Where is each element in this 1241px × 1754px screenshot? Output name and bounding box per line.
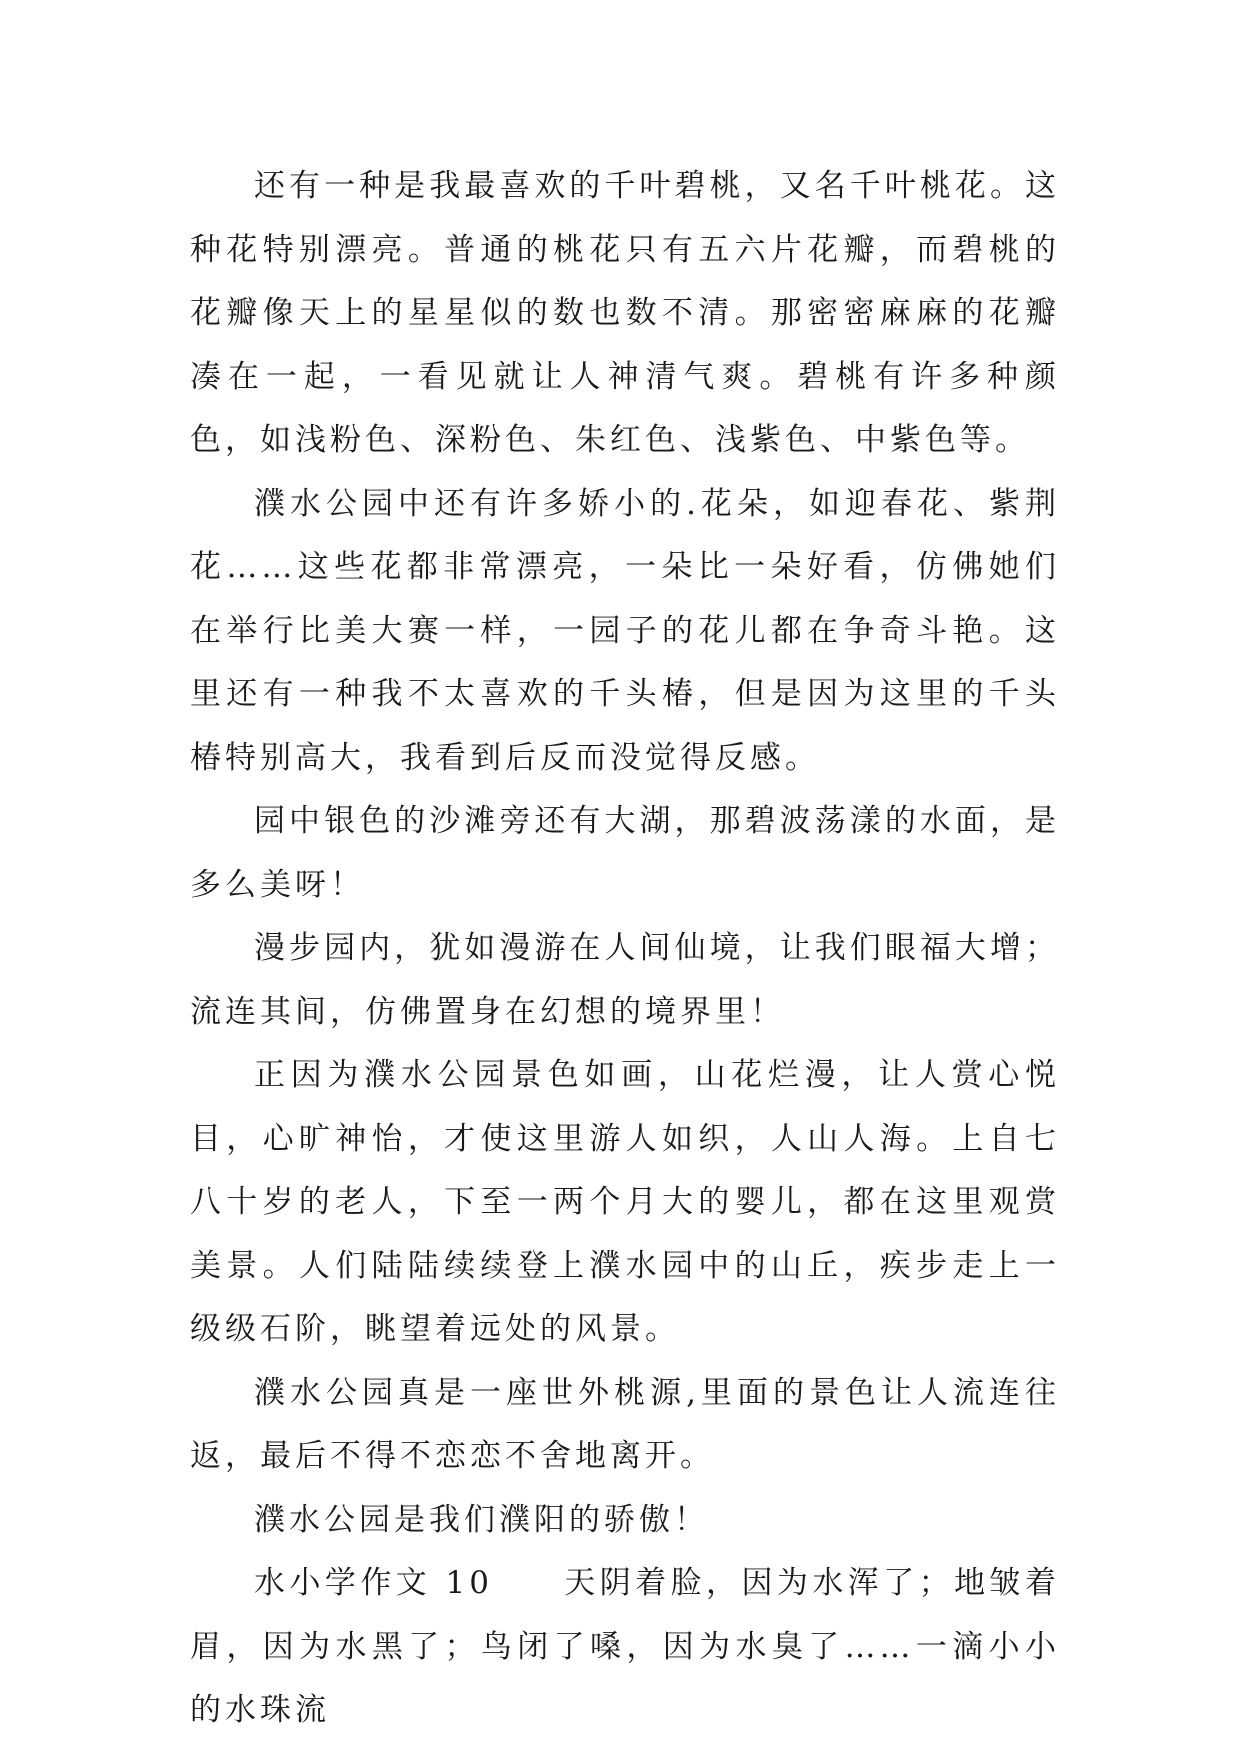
paragraph-paradise: 濮水公园真是一座世外桃源,里面的景色让人流连往返，最后不得不恋恋不舍地离开。	[190, 1374, 1060, 1474]
document-body	[190, 155, 1060, 1743]
paragraph-stroll: 漫步园内，犹如漫游在人间仙境，让我们眼福大增；流连其间，仿佛置身在幻想的境界里！	[190, 930, 1060, 1030]
paragraph-lake: 园中银色的沙滩旁还有大湖，那碧波荡漾的水面，是多么美呀！	[190, 803, 1060, 903]
paragraph-pride: 濮水公园是我们濮阳的骄傲！	[254, 1501, 709, 1538]
paragraph-flowers: 濮水公园中还有许多娇小的.花朵，如迎春花、紫荆花……这些花都非常漂亮，一朵比一朵好看，仿佛她们在举行比美大赛一样，一园子的花儿都在争奇斗艳。这里还有一种我不太喜欢的千头椿，但是因为这里的千头椿特别高大，我看到后反而没觉得反感。	[190, 485, 1060, 776]
paragraph-bitao: 还有一种是我最喜欢的千叶碧桃，又名千叶桃花。这种花特别漂亮。普通的桃花只有五六片花瓣，而碧桃的花瓣像天上的星星似的数也数不清。那密密麻麻的花瓣凑在一起，一看见就让人神清气爽。碧桃有许多种颜色，如浅粉色、深粉色、朱红色、浅紫色、中紫色等。	[190, 168, 1060, 458]
paragraph-water-essay: 水小学作文 10 天阴着脸，因为水浑了；地皱着眉，因为水黑了；鸟闭了嗓，因为水臭了……一滴小小的水珠流	[190, 1565, 1060, 1728]
paragraph-visitors: 正因为濮水公园景色如画，山花烂漫，让人赏心悦目，心旷神怡，才使这里游人如织，人山人海。上自七八十岁的老人，下至一两个月大的婴儿，都在这里观赏美景。人们陆陆续续登上濮水园中的山丘，疾步走上一级级石阶，眺望着远处的风景。	[190, 1057, 1060, 1347]
